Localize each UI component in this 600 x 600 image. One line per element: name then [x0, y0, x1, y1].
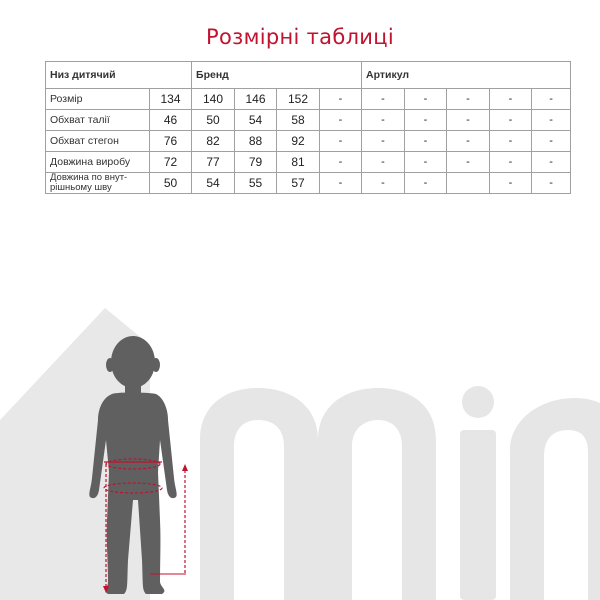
table-cell: 77 [192, 152, 235, 173]
article-cell: - [405, 152, 447, 173]
table-header-row [46, 62, 571, 89]
article-cell: - [320, 131, 362, 152]
table-cell: 50 [150, 173, 192, 194]
article-cell: - [320, 173, 362, 194]
row-label: Довжина по внут-рішньому шву [46, 173, 150, 194]
size-table [45, 61, 571, 194]
table-cell: 146 [235, 89, 277, 110]
article-cell: - [362, 131, 405, 152]
page-title: Розмірні таблиці [206, 25, 394, 49]
table-cell: 81 [277, 152, 320, 173]
article-cell: - [490, 89, 532, 110]
article-cell: - [362, 89, 405, 110]
table-row [46, 89, 571, 110]
article-header: Артикул [362, 62, 571, 89]
article-cell: - [320, 152, 362, 173]
table-cell: 76 [150, 131, 192, 152]
row-label: Розмір [46, 89, 150, 110]
row-label: Обхват талії [46, 110, 150, 131]
article-cell: - [447, 152, 490, 173]
article-cell: - [490, 173, 532, 194]
table-cell: 140 [192, 89, 235, 110]
article-cell: - [362, 173, 405, 194]
article-cell: - [405, 173, 447, 194]
article-cell: - [447, 110, 490, 131]
table-cell: 134 [150, 89, 192, 110]
article-cell: - [405, 110, 447, 131]
table-cell: 88 [235, 131, 277, 152]
table-cell: 92 [277, 131, 320, 152]
article-cell: - [362, 152, 405, 173]
table-cell: 46 [150, 110, 192, 131]
article-cell: - [532, 173, 571, 194]
article-cell: - [447, 89, 490, 110]
article-cell: - [405, 131, 447, 152]
row-label: Довжина виробу [46, 152, 150, 173]
article-cell: - [532, 110, 571, 131]
row-label: Обхват стегон [46, 131, 150, 152]
table-cell: 54 [235, 110, 277, 131]
article-cell: - [447, 131, 490, 152]
arrow-up-icon [182, 464, 188, 471]
article-cell [447, 173, 490, 194]
table-row [46, 110, 571, 131]
table-cell: 50 [192, 110, 235, 131]
table-cell: 57 [277, 173, 320, 194]
article-cell: - [532, 89, 571, 110]
table-row [46, 152, 571, 173]
category-header: Низ дитячий [46, 62, 192, 89]
table-cell: 58 [277, 110, 320, 131]
table-cell: 55 [235, 173, 277, 194]
article-cell: - [532, 131, 571, 152]
table-row [46, 173, 571, 194]
table-cell: 72 [150, 152, 192, 173]
article-cell: - [362, 110, 405, 131]
article-cell: - [320, 110, 362, 131]
article-cell: - [405, 89, 447, 110]
article-cell: - [490, 110, 532, 131]
table-cell: 82 [192, 131, 235, 152]
table-row [46, 131, 571, 152]
table-cell: 79 [235, 152, 277, 173]
watermark-logo [200, 386, 600, 600]
article-cell: - [490, 152, 532, 173]
table-cell: 54 [192, 173, 235, 194]
article-cell: - [320, 89, 362, 110]
brand-header: Бренд [192, 62, 362, 89]
article-cell: - [490, 131, 532, 152]
table-cell: 152 [277, 89, 320, 110]
article-cell: - [532, 152, 571, 173]
